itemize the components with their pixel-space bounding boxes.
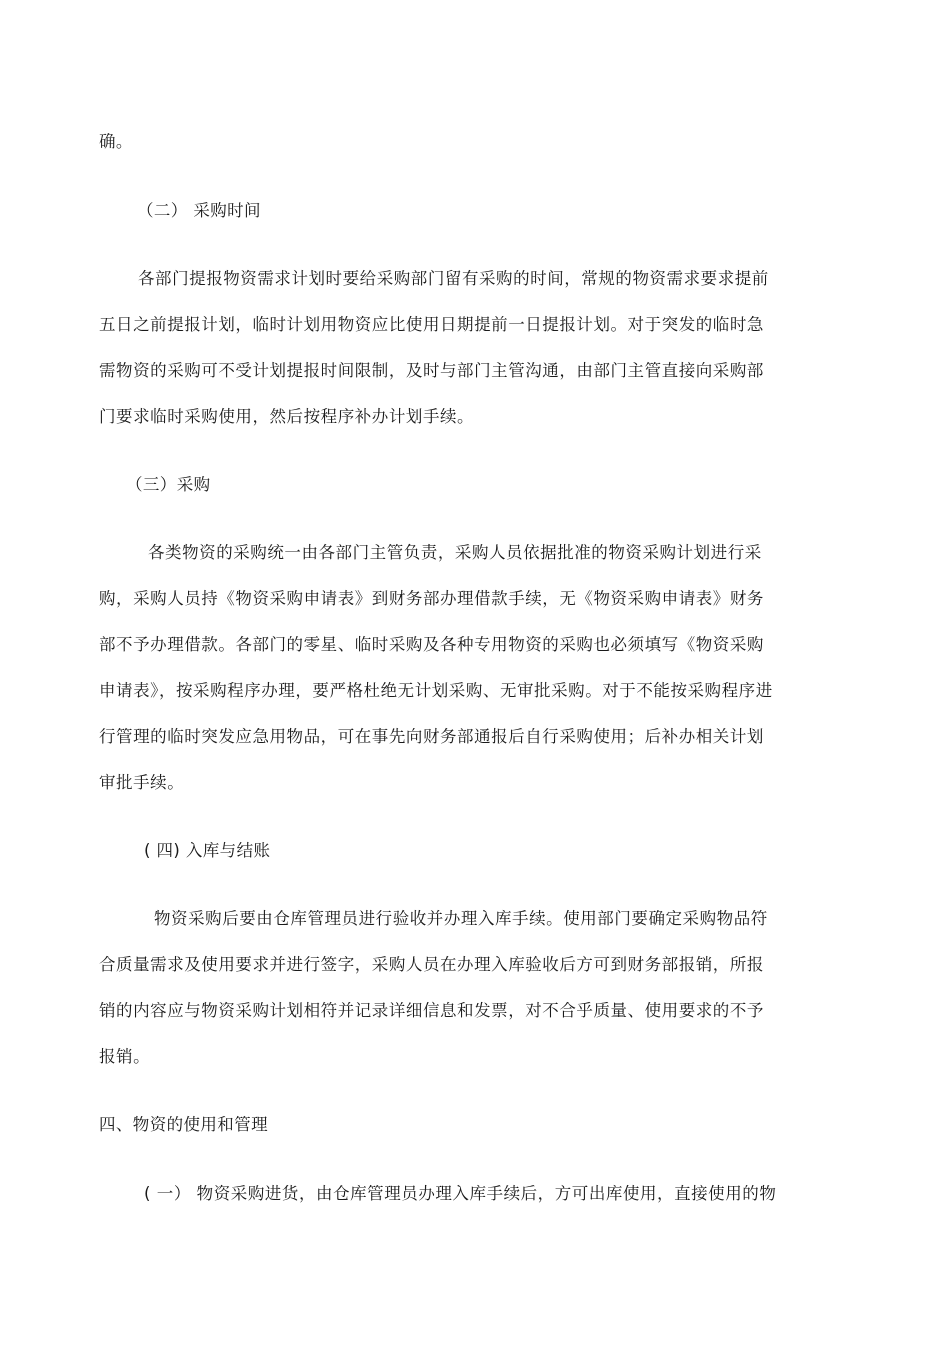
- paragraph-line: 申请表》，按采购程序办理，要严格杜绝无计划采购、无审批采购。对于不能按采购程序进: [99, 681, 773, 700]
- paragraph-line: ( 一） 物资采购进货，由仓库管理员办理入库手续后，方可出库使用，直接使用的物: [144, 1184, 777, 1203]
- paragraph-line: 需物资的采购可不受计划提报时间限制，及时与部门主管沟通，由部门主管直接向采购部: [99, 361, 764, 380]
- paragraph-line: 审批手续。: [99, 773, 185, 792]
- paragraph-line: 各部门提报物资需求计划时要给采购部门留有采购的时间，常规的物资需求要求提前: [138, 269, 769, 288]
- subsection-heading-procurement: （三）采购: [126, 475, 211, 494]
- paragraph-line: 门要求临时采购使用，然后按程序补办计划手续。: [99, 407, 475, 426]
- section-heading-materials-use-management: 四、物资的使用和管理: [99, 1115, 268, 1134]
- paragraph-line: 合质量需求及使用要求并进行签字，采购人员在办理入库验收后方可到财务部报销，所报: [99, 955, 764, 974]
- paragraph-line: 报销。: [99, 1047, 151, 1066]
- subsection-heading-warehousing-settlement: ( 四) 入库与结账: [144, 841, 271, 860]
- paragraph-fragment: 确。: [99, 132, 133, 151]
- paragraph-line: 购，采购人员持《物资采购申请表》到财务部办理借款手续，无《物资采购申请表》财务: [99, 589, 764, 608]
- paragraph-line: 物资采购后要由仓库管理员进行验收并办理入库手续。使用部门要确定采购物品符: [154, 909, 768, 928]
- paragraph-line: 五日之前提报计划，临时计划用物资应比使用日期提前一日提报计划。对于突发的临时急: [99, 315, 764, 334]
- paragraph-line: 行管理的临时突发应急用物品，可在事先向财务部通报后自行采购使用；后补办相关计划: [99, 727, 764, 746]
- subsection-heading-procurement-time: （二） 采购时间: [137, 201, 261, 220]
- paragraph-line: 销的内容应与物资采购计划相符并记录详细信息和发票，对不合乎质量、使用要求的不予: [99, 1001, 764, 1020]
- paragraph-line: 部不予办理借款。各部门的零星、临时采购及各种专用物资的采购也必须填写《物资采购: [99, 635, 764, 654]
- paragraph-line: 各类物资的采购统一由各部门主管负责，采购人员依据批准的物资采购计划进行采: [148, 543, 762, 562]
